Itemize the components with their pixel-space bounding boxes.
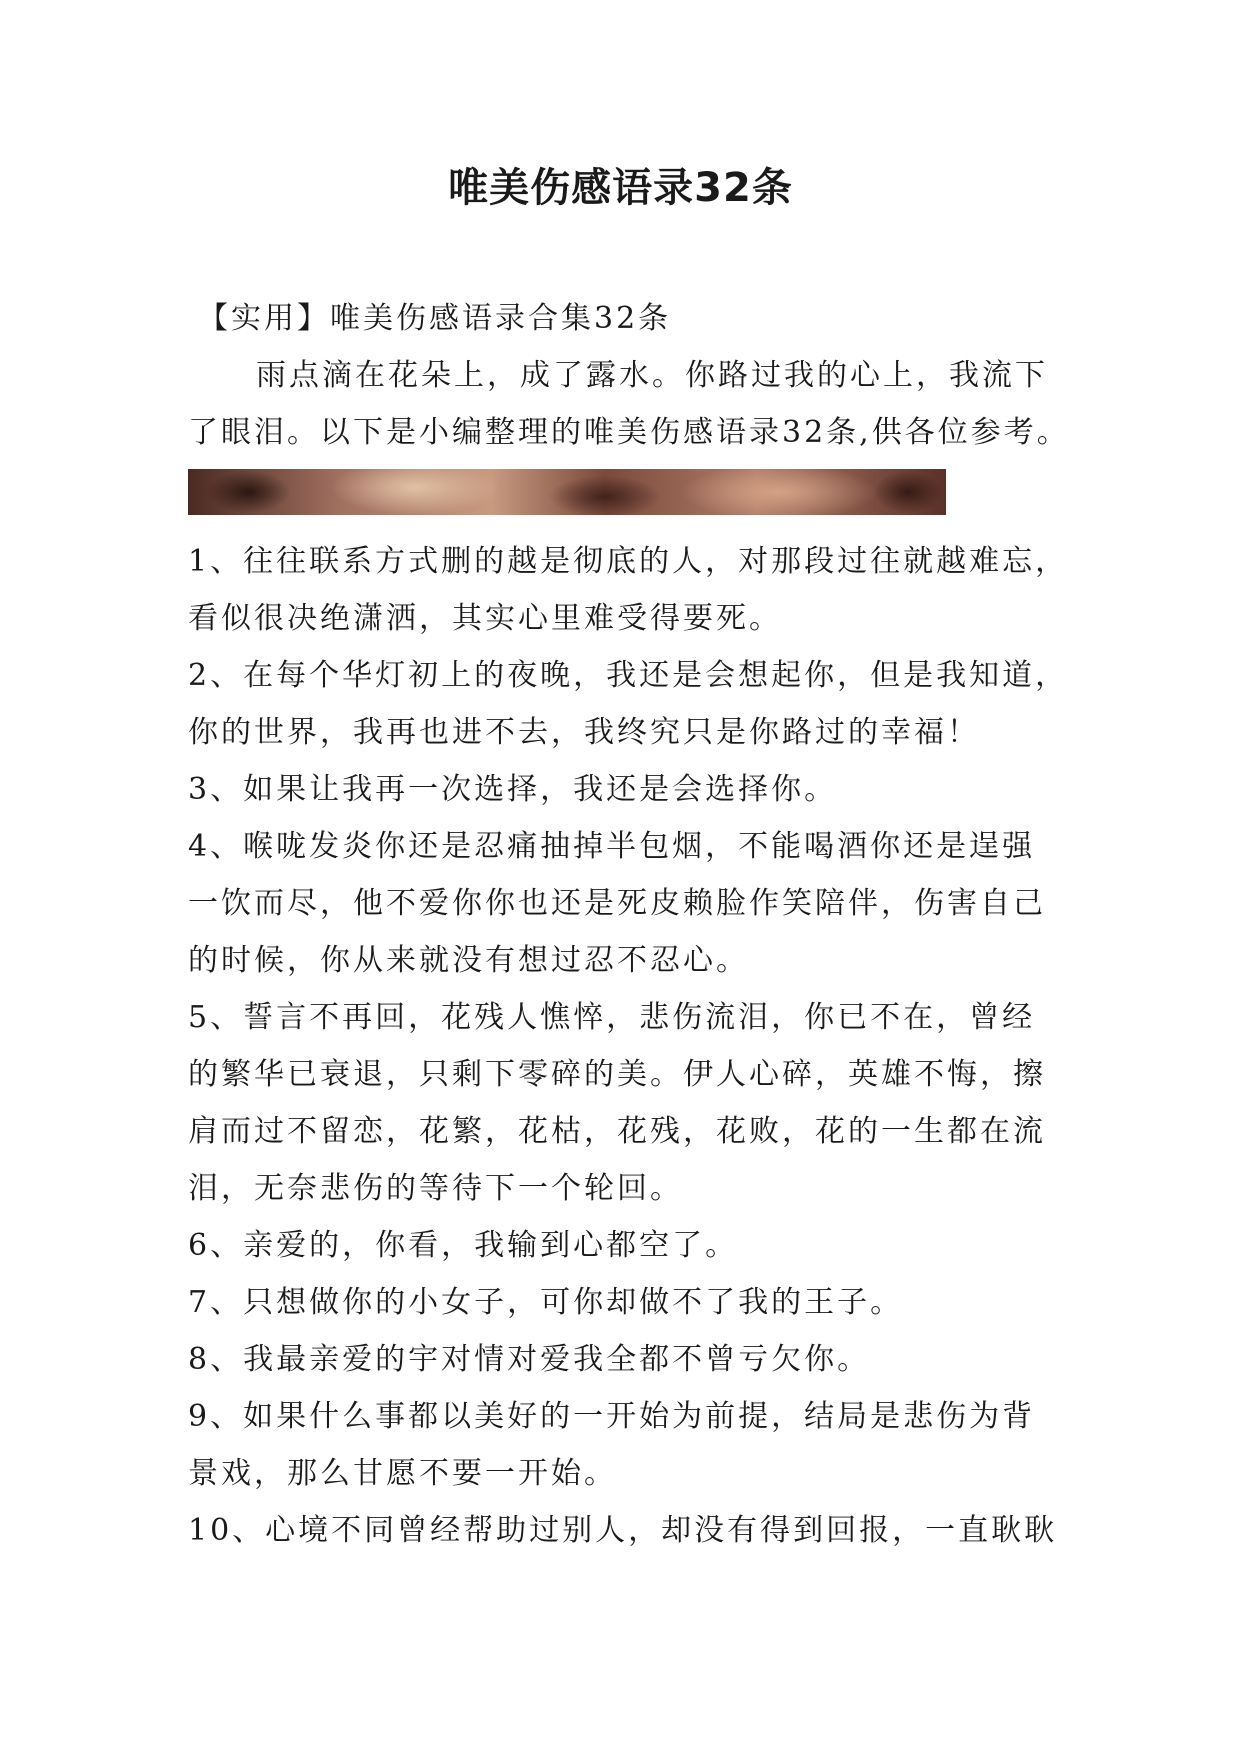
page-title: 唯美伤感语录32条	[448, 165, 793, 211]
list-item	[188, 1502, 1058, 1559]
list-item	[188, 761, 1058, 818]
list-item-line: 4、喉咙发炎你还是忍痛抽掉半包烟，不能喝酒你还是逞强	[188, 829, 1036, 864]
list-item	[188, 647, 1069, 761]
list-item-line: 1、往往联系方式删的越是彻底的人，对那段过往就越难忘，	[188, 544, 1069, 579]
list-item	[188, 1388, 1058, 1502]
list-item-line: 一饮而尽，他不爱你你也还是死皮赖脸作笑陪伴，伤害自己	[188, 886, 1046, 921]
list-item-line: 5、誓言不再回，花残人憔悴，悲伤流泪，你已不在，曾经	[188, 1000, 1036, 1035]
list-item	[188, 1274, 1058, 1331]
list-item-line: 你的世界，我再也进不去，我终究只是你路过的幸福！	[188, 715, 980, 750]
list-item-line: 6、亲爱的，你看，我输到心都空了。	[188, 1228, 739, 1263]
list-item	[188, 989, 1058, 1217]
list-item	[188, 533, 1069, 647]
document-body	[188, 290, 1070, 1559]
list-item-line: 3、如果让我再一次选择，我还是会选择你。	[188, 772, 838, 807]
list-item-line: 看似很决绝潇洒，其实心里难受得要死。	[188, 601, 782, 636]
intro-line: 了眼泪。以下是小编整理的唯美伤感语录32条,供各位参考。	[188, 415, 1070, 450]
list-item-line: 10、心境不同曾经帮助过别人，却没有得到回报，一直耿耿	[188, 1513, 1058, 1548]
list-item-line: 泪，无奈悲伤的等待下一个轮回。	[188, 1171, 683, 1206]
list-item-line: 8、我最亲爱的宇对情对爱我全都不曾亏欠你。	[188, 1342, 871, 1377]
list-item	[188, 818, 1058, 989]
banner-image	[188, 469, 946, 515]
list-item-line: 的繁华已衰退，只剩下零碎的美。伊人心碎，英雄不悔，擦	[188, 1057, 1046, 1092]
list-item-line: 的时候，你从来就没有想过忍不忍心。	[188, 943, 749, 978]
list-item-line: 7、只想做你的小女子，可你却做不了我的王子。	[188, 1285, 904, 1320]
list-item	[188, 1217, 1058, 1274]
list-item-line: 9、如果什么事都以美好的一开始为前提，结局是悲伤为背	[188, 1399, 1036, 1434]
intro-line: 雨点滴在花朵上，成了露水。你路过我的心上，我流下	[256, 358, 1048, 393]
list-item-line: 肩而过不留恋，花繁，花枯，花残，花败，花的一生都在流	[188, 1114, 1046, 1149]
list-item-line: 2、在每个华灯初上的夜晚，我还是会想起你，但是我知道，	[188, 658, 1069, 693]
list-item	[188, 1331, 1058, 1388]
document-subtitle: 【实用】唯美伤感语录合集32条	[198, 301, 672, 336]
list-item-line: 景戏，那么甘愿不要一开始。	[188, 1456, 617, 1491]
